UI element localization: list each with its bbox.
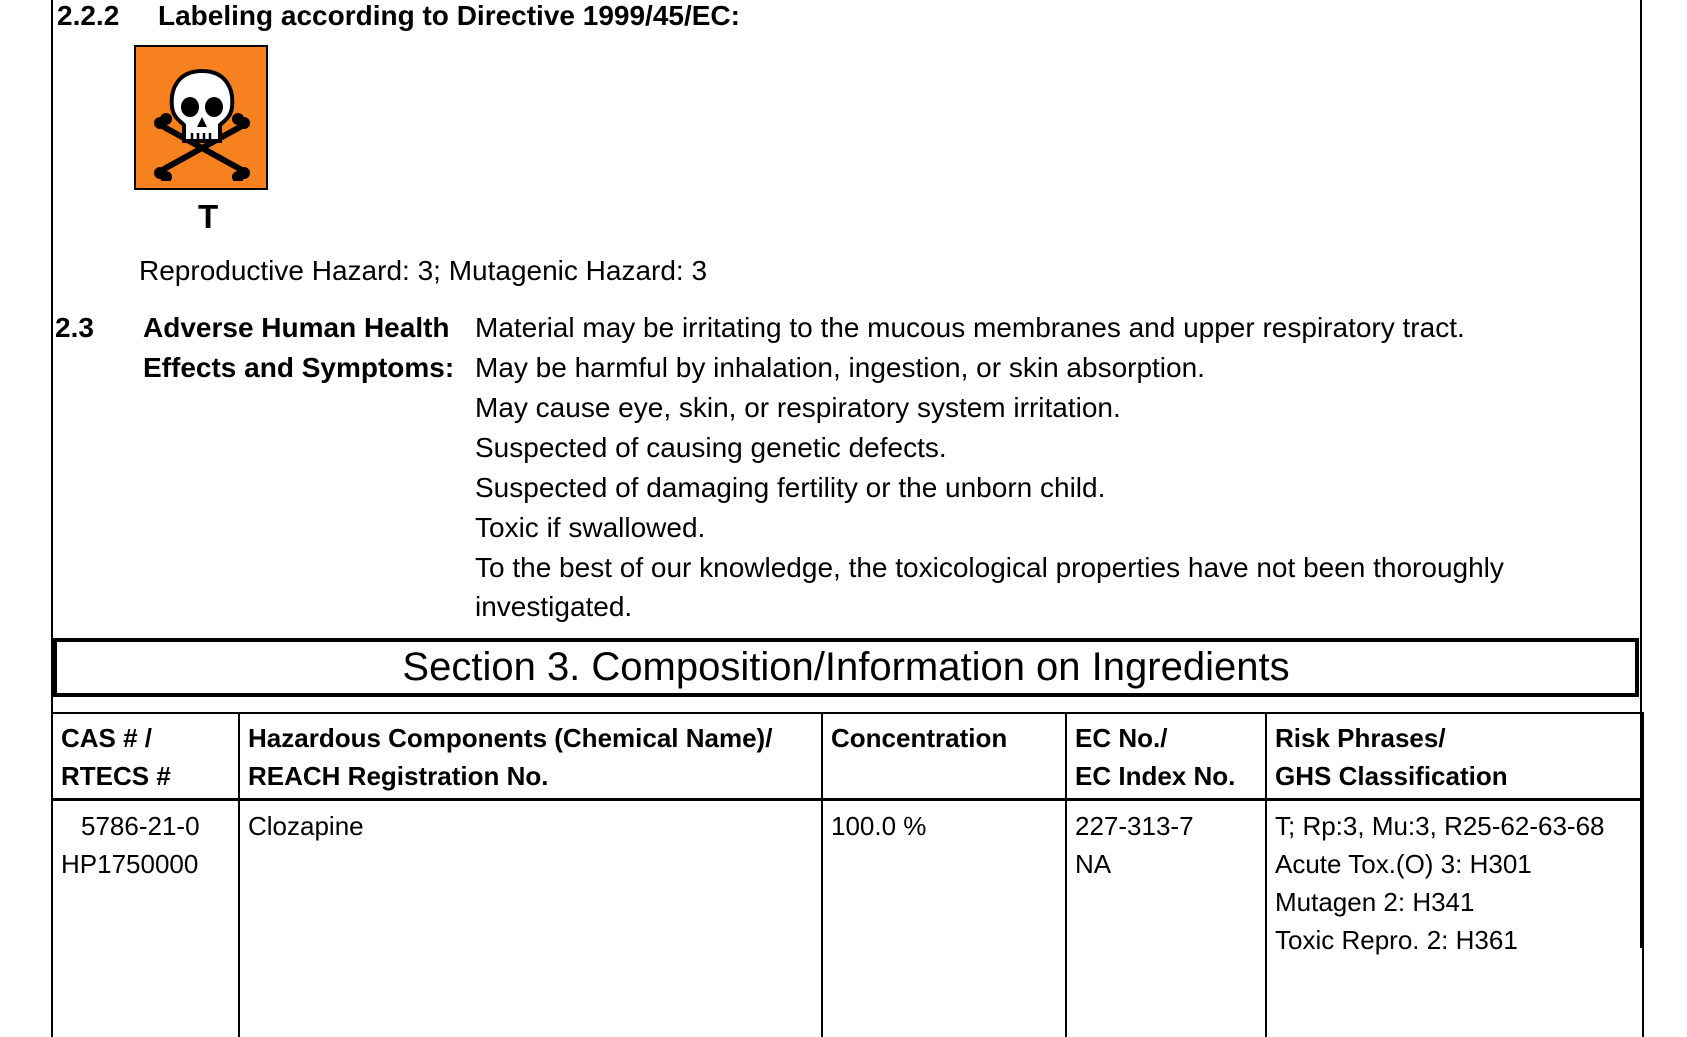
header-cas: CAS # / RTECS # (52, 713, 239, 799)
header-components: Hazardous Components (Chemical Name)/ REACH Registration No. (239, 713, 822, 799)
effect-line: May be harmful by inhalation, ingestion, or skin absorption. (475, 352, 1205, 383)
cell-ec (1066, 799, 1266, 1037)
section-number-2-2-2: 2.2.2 (57, 0, 120, 31)
adverse-label-line1: Adverse Human Health (143, 312, 450, 343)
header-concentration: Concentration (822, 713, 1066, 799)
effect-line: To the best of our knowledge, the toxicological properties have not been thoroughly (475, 552, 1504, 583)
effect-line: Material may be irritating to the mucous membranes and upper respiratory tract. (475, 312, 1465, 343)
effect-line: investigated. (475, 591, 633, 622)
section-3-banner (53, 638, 1639, 697)
hazard-text: Reproductive Hazard: 3; Mutagenic Hazard: 3 (139, 255, 708, 286)
pictogram-letter: T (198, 198, 219, 235)
effect-line: Suspected of damaging fertility or the unborn child. (475, 472, 1106, 503)
rtecs-number: HP1750000 (61, 848, 199, 879)
table-row (52, 799, 1643, 1037)
labeling-title: Labeling according to Directive 1999/45/EC: (158, 0, 740, 31)
section-3-title: Section 3. Composition/Information on Ingredients (402, 645, 1290, 689)
cell-concentration (822, 799, 1066, 1037)
toxic-pictogram (134, 45, 268, 190)
cell-component (239, 799, 822, 1037)
cell-risk (1266, 799, 1643, 1037)
risk-phrase: Acute Tox.(O) 3: H301 (1275, 848, 1532, 879)
skull-crossbones-icon (148, 57, 256, 181)
table-header-row (52, 713, 1643, 799)
ec-index: NA (1075, 848, 1112, 879)
header-risk: Risk Phrases/ GHS Classification (1266, 713, 1643, 799)
component-name: Clozapine (248, 810, 364, 841)
ec-number: 227-313-7 (1075, 810, 1194, 841)
effect-line: May cause eye, skin, or respiratory system irritation. (475, 392, 1121, 423)
effect-line: Toxic if swallowed. (475, 512, 706, 543)
risk-phrase: Toxic Repro. 2: H361 (1275, 924, 1518, 955)
adverse-label-line2: Effects and Symptoms: (143, 352, 455, 383)
cell-cas (52, 799, 239, 1037)
ingredients-table (51, 712, 1644, 1037)
header-ec: EC No./ EC Index No. (1066, 713, 1266, 799)
section-number-2-3: 2.3 (55, 312, 94, 343)
risk-phrase: T; Rp:3, Mu:3, R25-62-63-68 (1275, 810, 1605, 841)
concentration-value: 100.0 % (831, 810, 927, 841)
effect-line: Suspected of causing genetic defects. (475, 432, 947, 463)
risk-phrase: Mutagen 2: H341 (1275, 886, 1475, 917)
cas-number: 5786-21-0 (81, 810, 200, 841)
